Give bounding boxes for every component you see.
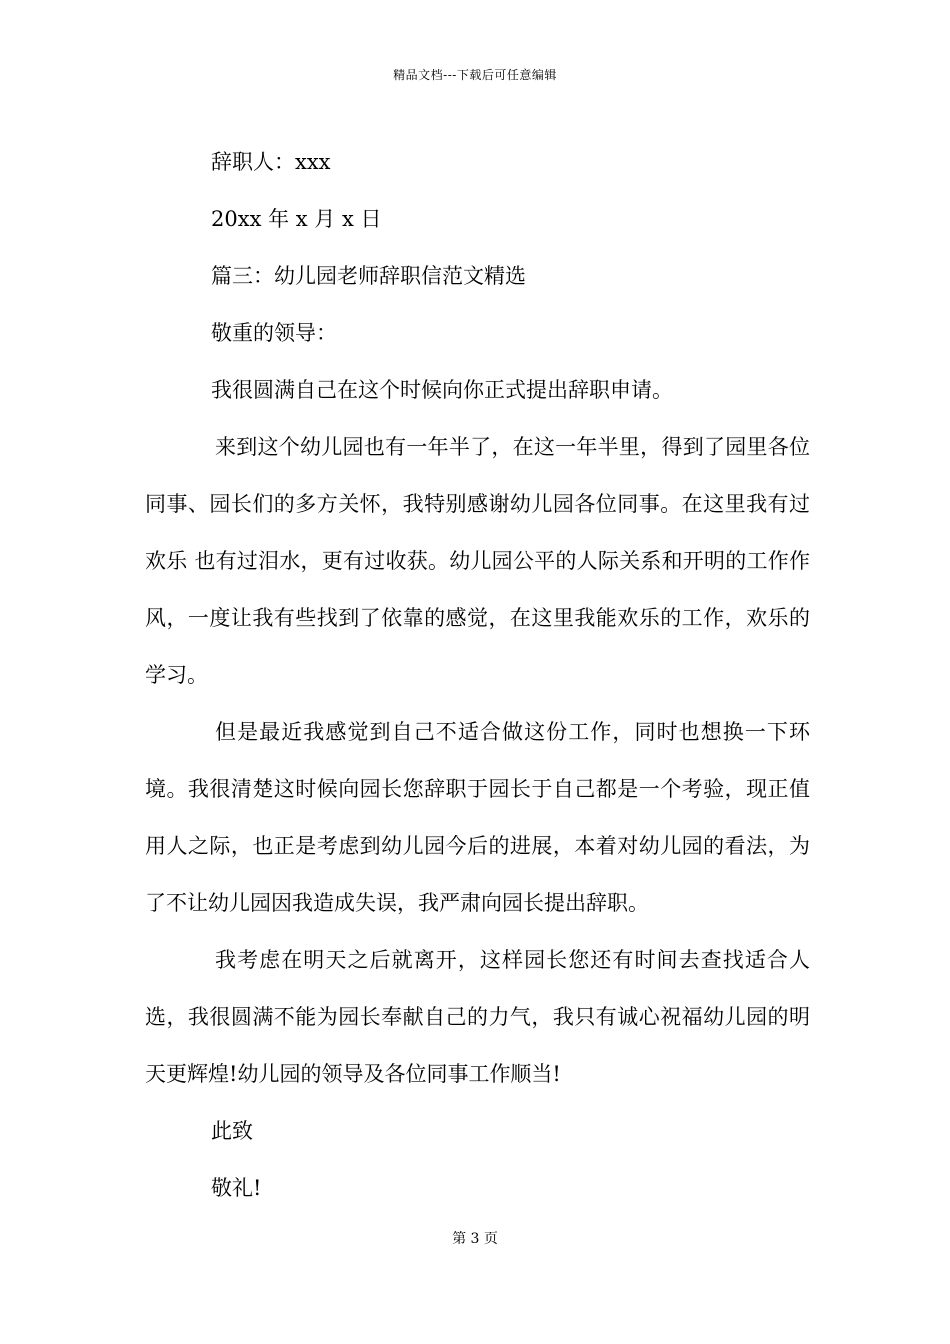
salutation: 敬重的领导： [211,321,337,345]
page-header: 精品文档---下载后可任意编辑 [393,68,557,82]
signer-line: 辞职人：xxx [211,150,331,174]
date-line: 20xx 年 x 月 x 日 [211,207,382,231]
closing-line-1: 此致 [211,1119,253,1143]
paragraph-1: 来到这个幼儿园也有一年半了，在这一年半里，得到了园里各位同事、园长们的多方关怀，我特别感谢幼儿园各位同事。在这里我有过欢乐 也有过泪水，更有过收获。幼儿园公平的人际关系和开明的工作作风，一度让我有些找到了依靠的感觉，在这里我能欢乐的工作，欢乐的学习。 [145,435,810,687]
section-title: 篇三：幼儿园老师辞职信范文精选 [211,264,526,288]
letter-body [145,134,810,1217]
paragraph-3: 我考虑在明天之后就离开，这样园长您还有时间去查找适合人选，我很圆满不能为园长奉献自己的力气，我只有诚心祝福幼儿园的明天更辉煌!幼儿园的领导及各位同事工作顺当! [145,948,810,1086]
intro-line: 我很圆满自己在这个时候向你正式提出辞职申请。 [211,378,673,402]
paragraph-2: 但是最近我感觉到自己不适合做这份工作，同时也想换一下环境。我很清楚这时候向园长您辞职于园长于自己都是一个考验，现正值用人之际，也正是考虑到幼儿园今后的进展，本着对幼儿园的看法，为了不让幼儿园因我造成失误，我严肃向园长提出辞职。 [145,720,810,915]
closing-line-2: 敬礼! [211,1176,262,1200]
page-number: 第 3 页 [452,1231,498,1247]
